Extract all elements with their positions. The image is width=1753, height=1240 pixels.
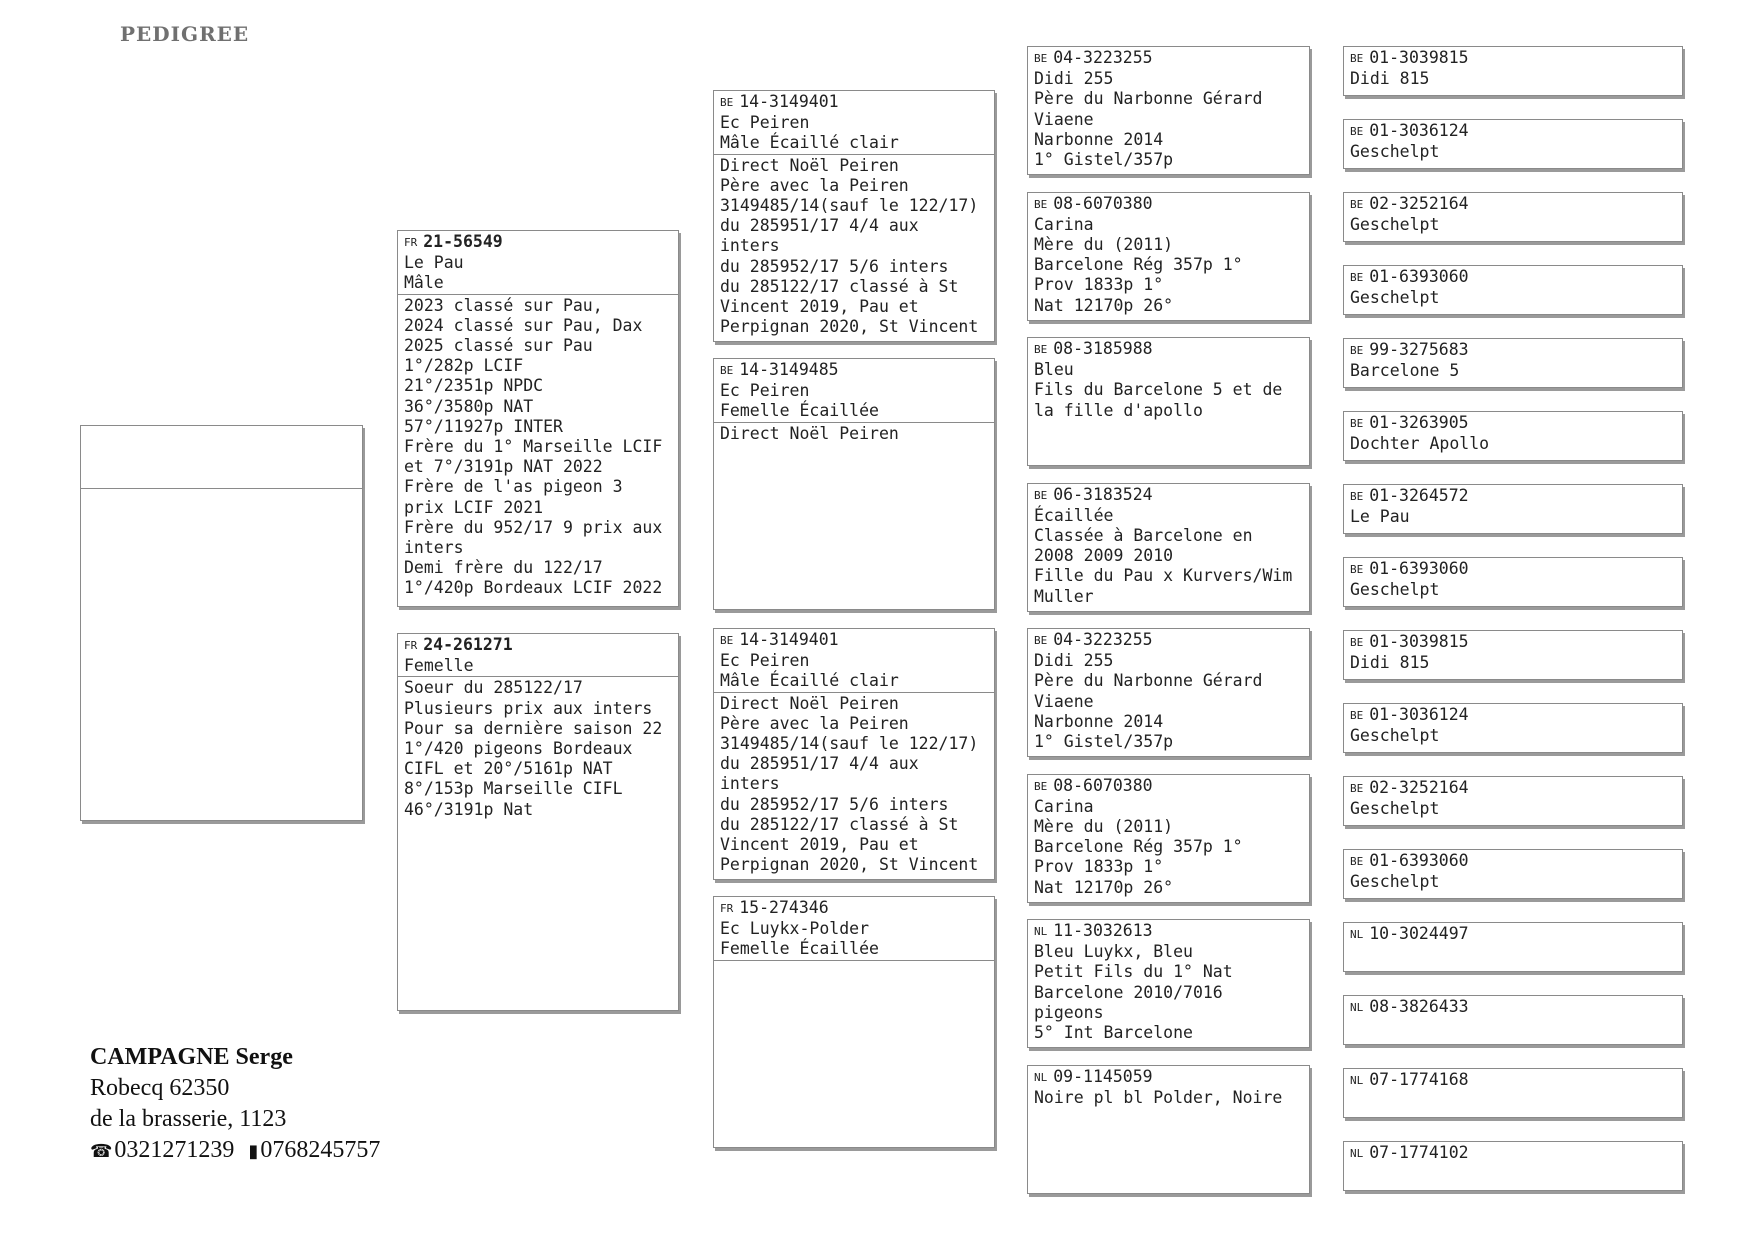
ring-number: 15-274346 xyxy=(739,898,829,917)
ring-line xyxy=(720,360,988,381)
grandparent-box xyxy=(713,358,995,610)
great-grandparent-box xyxy=(1027,919,1310,1048)
pigeon-line: Femelle Écaillée xyxy=(720,401,879,421)
ring-number: 09-1145059 xyxy=(1053,1066,1153,1086)
great-great-grandparent-box xyxy=(1343,411,1683,461)
country-code: BE xyxy=(1034,343,1048,356)
country-code: BE xyxy=(1350,417,1364,430)
country-code: BE xyxy=(1350,563,1364,576)
country-code: BE xyxy=(1034,52,1048,65)
sire-name: Le Pau xyxy=(404,253,464,273)
great-great-grandparent-header xyxy=(1344,412,1682,454)
pigeon-line: Narbonne 2014 xyxy=(1034,129,1164,149)
great-great-grandparent-box xyxy=(1343,630,1683,680)
pigeon-line: Barcelone Rég 357p 1° xyxy=(1034,837,1243,857)
ring-number: 02-3252164 xyxy=(1369,778,1469,797)
pigeon-line: Écaillée xyxy=(1034,505,1114,525)
ring-line xyxy=(1350,559,1676,580)
great-great-grandparent-box xyxy=(1343,46,1683,96)
great-great-grandparent-box xyxy=(1343,265,1683,315)
ring-number: 14-3149401 xyxy=(739,92,839,111)
ring-line xyxy=(1034,1067,1303,1088)
country-code: BE xyxy=(1034,779,1048,793)
great-great-grandparent-box xyxy=(1343,849,1683,899)
pigeon-line: Carina xyxy=(1034,796,1094,816)
ring-line xyxy=(1350,48,1676,69)
pigeon-line: Mâle Écaillé clair xyxy=(720,671,899,691)
great-great-grandparent-box xyxy=(1343,484,1683,534)
country-code: NL xyxy=(1034,925,1048,938)
great-great-grandparent-header xyxy=(1344,47,1682,89)
pigeon-line: Petit Fils du 1° Nat xyxy=(1034,962,1233,982)
pigeon-notes xyxy=(714,960,994,962)
great-great-grandparent-header xyxy=(1344,631,1682,673)
country-code: BE xyxy=(720,634,734,647)
ring-number: 02-3252164 xyxy=(1369,194,1469,213)
ring-number: 06-3183524 xyxy=(1053,484,1153,504)
owner-name: CAMPAGNE Serge xyxy=(90,1044,293,1070)
pigeon-line: Ec Luykx-Polder xyxy=(720,919,870,939)
pigeon-name: Barcelone 5 xyxy=(1350,361,1460,381)
pigeon-name: Geschelpt xyxy=(1350,799,1440,819)
country-code: BE xyxy=(1350,709,1364,722)
ring-number: 01-3039815 xyxy=(1369,48,1469,67)
sire-box xyxy=(397,230,679,607)
owner-street: de la brasserie, 1123 xyxy=(90,1106,287,1132)
ring-number: 01-6393060 xyxy=(1369,267,1469,286)
ring-line xyxy=(1350,851,1676,872)
country-code: BE xyxy=(1350,52,1364,65)
telephone-icon: ☎ xyxy=(90,1141,113,1161)
ring-line xyxy=(1034,48,1303,69)
great-great-grandparent-box xyxy=(1343,1068,1683,1118)
country-code: FR xyxy=(720,902,734,915)
great-great-grandparent-box xyxy=(1343,922,1683,972)
great-grandparent-header xyxy=(1028,47,1309,170)
pigeon-line: Fils du Barcelone 5 et de xyxy=(1034,380,1283,400)
ring-number: 01-6393060 xyxy=(1369,559,1469,578)
dam-notes: Soeur du 285122/17 Plusieurs prix aux inters Pour sa dernière saison 22 1°/420 pigeons Bordeaux CIFL et 20°/5161p NAT 8°/153p Marseille CIFL 46°/3191p Nat xyxy=(398,676,678,819)
ring-number: 08-6070380 xyxy=(1053,775,1153,795)
pigeon-line: Mâle Écaillé clair xyxy=(720,133,899,153)
ring-line xyxy=(1350,413,1676,434)
ring-number: 01-3263905 xyxy=(1369,413,1469,432)
ring-number: 14-3149485 xyxy=(739,360,839,379)
ring-number: 08-6070380 xyxy=(1053,193,1153,213)
great-grandparent-header xyxy=(1028,484,1309,607)
ring-number: 10-3024497 xyxy=(1369,924,1469,943)
country-code: BE xyxy=(1350,344,1364,357)
pigeon-line: Bleu Luykx, Bleu xyxy=(1034,942,1193,962)
pigeon-notes: Direct Noël Peiren Père avec la Peiren 3149485/14(sauf le 122/17) du 285951/17 4/4 aux inters du 285952/17 5/6 inters du 285122/17 classé à St Vincent 2019, Pau et Perpignan 2020, St Vincent xyxy=(714,692,994,876)
country-code: BE xyxy=(1350,198,1364,211)
pigeon-line: 1° Gistel/357p xyxy=(1034,732,1174,752)
subject-pigeon-box xyxy=(80,425,363,821)
sire-sex: Mâle xyxy=(404,273,444,293)
ring-line xyxy=(1350,1070,1676,1091)
pigeon-name: Dochter Apollo xyxy=(1350,434,1490,454)
pigeon-line: Père du Narbonne Gérard xyxy=(1034,89,1263,109)
country-code: BE xyxy=(1350,125,1364,138)
ring-line xyxy=(720,898,988,919)
ring-line xyxy=(1350,340,1676,361)
mobile-phone-icon: ▮ xyxy=(248,1141,259,1161)
owner-info xyxy=(90,1042,380,1167)
grandparent-box xyxy=(713,896,995,1148)
pigeon-line: 5° Int Barcelone xyxy=(1034,1023,1193,1043)
country-code: NL xyxy=(1350,1147,1364,1160)
ring-line xyxy=(720,92,988,113)
grandparent-header xyxy=(714,629,994,692)
country-code: BE xyxy=(720,96,734,109)
great-great-grandparent-box xyxy=(1343,1141,1683,1191)
pigeon-name: Le Pau xyxy=(1350,507,1410,527)
pigeon-line: Bleu xyxy=(1034,360,1074,380)
sire-notes: 2023 classé sur Pau, 2024 classé sur Pau, Dax 2025 classé sur Pau 1°/282p LCIF 21°/2351p NPDC 36°/3580p NAT 57°/11927p INTER Frère du 1° Marseille LCIF et 7°/3191p NAT 2022 Frère de l'as pigeon 3 prix LCIF 2021 Frère du 952/17 9 prix aux inters Demi frère du 122/17 1°/420p Bordeaux LCIF 2022 xyxy=(398,294,678,599)
pigeon-line: Nat 12170p 26° xyxy=(1034,295,1174,315)
country-code: NL xyxy=(1350,1001,1364,1014)
grandparent-header xyxy=(714,359,994,422)
pigeon-notes: Direct Noël Peiren Père avec la Peiren 3149485/14(sauf le 122/17) du 285951/17 4/4 aux inters du 285952/17 5/6 inters du 285122/17 classé à St Vincent 2019, Pau et Perpignan 2020, St Vincent xyxy=(714,154,994,338)
grandparent-box xyxy=(713,628,995,880)
country-code: NL xyxy=(1350,928,1364,941)
ring-line xyxy=(1350,705,1676,726)
ring-number: 08-3185988 xyxy=(1053,339,1153,358)
great-great-grandparent-box xyxy=(1343,119,1683,169)
great-great-grandparent-header xyxy=(1344,850,1682,892)
pigeon-name: Geschelpt xyxy=(1350,580,1440,600)
pigeon-notes: Direct Noël Peiren xyxy=(714,422,994,444)
pigeon-name: Geschelpt xyxy=(1350,726,1440,746)
ring-number: 07-1774168 xyxy=(1369,1070,1469,1089)
pigeon-line: Barcelone Rég 357p 1° xyxy=(1034,255,1243,275)
pigeon-name: Didi 815 xyxy=(1350,69,1430,89)
pigeon-line: 1° Gistel/357p xyxy=(1034,150,1174,170)
ring-line xyxy=(720,630,988,651)
owner-phones xyxy=(90,1135,380,1167)
pigeon-line: Muller xyxy=(1034,586,1094,606)
great-grandparent-box xyxy=(1027,628,1310,757)
great-great-grandparent-header xyxy=(1344,485,1682,527)
grandparent-box xyxy=(713,90,995,342)
country-code: BE xyxy=(1350,782,1364,795)
ring-number: 99-3275683 xyxy=(1369,340,1469,359)
ring-line xyxy=(1350,778,1676,799)
ring-line xyxy=(1350,924,1676,945)
pigeon-line: Viaene xyxy=(1034,691,1094,711)
dam-country: FR xyxy=(404,639,418,652)
great-great-grandparent-box xyxy=(1343,776,1683,826)
great-grandparent-box xyxy=(1027,337,1310,466)
pigeon-line: Ec Peiren xyxy=(720,113,810,133)
pigeon-name: Geschelpt xyxy=(1350,872,1440,892)
pigeon-line: Viaene xyxy=(1034,109,1094,129)
great-grandparent-box xyxy=(1027,774,1310,903)
country-code: BE xyxy=(1034,197,1048,211)
page-title: PEDIGREE xyxy=(120,22,250,46)
ring-number: 01-3036124 xyxy=(1369,121,1469,140)
pigeon-line: Didi 255 xyxy=(1034,69,1114,89)
ring-number: 01-6393060 xyxy=(1369,851,1469,870)
pigeon-line: Carina xyxy=(1034,214,1094,234)
pigeon-line: Père du Narbonne Gérard xyxy=(1034,671,1263,691)
great-grandparent-box xyxy=(1027,1065,1310,1194)
country-code: BE xyxy=(720,364,734,377)
great-grandparent-box xyxy=(1027,192,1310,321)
ring-number: 01-3036124 xyxy=(1369,705,1469,724)
pigeon-line: Noire pl bl Polder, Noire xyxy=(1034,1087,1283,1107)
country-code: BE xyxy=(1350,271,1364,284)
ring-line xyxy=(1350,121,1676,142)
great-great-grandparent-header xyxy=(1344,193,1682,235)
great-grandparent-header xyxy=(1028,920,1309,1043)
ring-number: 07-1774102 xyxy=(1369,1143,1469,1162)
great-great-grandparent-box xyxy=(1343,557,1683,607)
pigeon-line: Mère du (2011) xyxy=(1034,816,1174,836)
owner-mobile: 0768245757 xyxy=(260,1137,381,1163)
great-great-grandparent-header xyxy=(1344,558,1682,600)
great-great-grandparent-header xyxy=(1344,777,1682,819)
country-code: NL xyxy=(1034,1070,1048,1084)
great-great-grandparent-header xyxy=(1344,120,1682,162)
dam-header xyxy=(398,634,678,676)
ring-line xyxy=(1034,776,1303,797)
great-great-grandparent-header xyxy=(1344,704,1682,746)
great-great-grandparent-header xyxy=(1344,339,1682,381)
ring-line xyxy=(1034,194,1303,215)
great-great-grandparent-header xyxy=(1344,923,1682,945)
country-code: BE xyxy=(1034,634,1048,647)
pigeon-line: Classée à Barcelone en xyxy=(1034,525,1253,545)
great-great-grandparent-header xyxy=(1344,996,1682,1018)
ring-line xyxy=(1350,1143,1676,1164)
great-grandparent-box xyxy=(1027,483,1310,612)
pigeon-line: Prov 1833p 1° xyxy=(1034,857,1164,877)
ring-line xyxy=(1350,194,1676,215)
dam-box xyxy=(397,633,679,1011)
great-great-grandparent-header xyxy=(1344,1142,1682,1164)
country-code: BE xyxy=(1350,636,1364,649)
pigeon-line: Femelle Écaillée xyxy=(720,939,879,959)
ring-line xyxy=(1034,921,1303,942)
ring-number: 04-3223255 xyxy=(1053,48,1153,67)
great-great-grandparent-box xyxy=(1343,703,1683,753)
pigeon-line: Nat 12170p 26° xyxy=(1034,877,1174,897)
ring-number: 11-3032613 xyxy=(1053,921,1153,940)
pigeon-line: Ec Peiren xyxy=(720,651,810,671)
subject-divider xyxy=(81,488,362,489)
country-code: BE xyxy=(1350,855,1364,868)
dam-ring: 24-261271 xyxy=(423,635,513,654)
pigeon-line: 2008 2009 2010 xyxy=(1034,546,1174,566)
ring-line xyxy=(1350,997,1676,1018)
owner-city: Robecq 62350 xyxy=(90,1075,230,1101)
pigeon-line: Didi 255 xyxy=(1034,651,1114,671)
pigeon-name: Geschelpt xyxy=(1350,142,1440,162)
country-code: NL xyxy=(1350,1074,1364,1087)
ring-line xyxy=(1350,486,1676,507)
pigeon-line: Prov 1833p 1° xyxy=(1034,275,1164,295)
grandparent-header xyxy=(714,91,994,154)
great-grandparent-header xyxy=(1028,1066,1309,1108)
great-great-grandparent-box xyxy=(1343,995,1683,1045)
sire-country: FR xyxy=(404,236,418,249)
pigeon-line: Mère du (2011) xyxy=(1034,234,1174,254)
pigeon-line: Narbonne 2014 xyxy=(1034,711,1164,731)
ring-number: 08-3826433 xyxy=(1369,997,1469,1016)
ring-number: 04-3223255 xyxy=(1053,630,1153,649)
great-grandparent-header xyxy=(1028,775,1309,898)
pigeon-line: Barcelone 2010/7016 xyxy=(1034,982,1223,1002)
ring-number: 01-3264572 xyxy=(1369,486,1469,505)
pigeon-line: la fille d'apollo xyxy=(1034,400,1203,420)
sire-ring: 21-56549 xyxy=(423,232,503,251)
country-code: BE xyxy=(1034,488,1048,502)
grandparent-header xyxy=(714,897,994,960)
pigeon-name: Didi 815 xyxy=(1350,653,1430,673)
great-grandparent-header xyxy=(1028,338,1309,421)
owner-phone: 0321271239 xyxy=(114,1137,235,1163)
pigeon-line: Ec Peiren xyxy=(720,381,810,401)
great-grandparent-header xyxy=(1028,629,1309,752)
great-great-grandparent-box xyxy=(1343,192,1683,242)
pigeon-name: Geschelpt xyxy=(1350,288,1440,308)
great-grandparent-box xyxy=(1027,46,1310,175)
great-great-grandparent-header xyxy=(1344,1069,1682,1091)
pigeon-line: Fille du Pau x Kurvers/Wim xyxy=(1034,566,1293,586)
ring-number: 14-3149401 xyxy=(739,630,839,649)
ring-line xyxy=(1034,630,1303,651)
pigeon-line: pigeons xyxy=(1034,1002,1104,1022)
pigeon-name: Geschelpt xyxy=(1350,215,1440,235)
ring-line xyxy=(1034,339,1303,360)
ring-line xyxy=(1034,485,1303,506)
sire-header xyxy=(398,231,678,294)
great-great-grandparent-box xyxy=(1343,338,1683,388)
ring-line xyxy=(1350,267,1676,288)
ring-number: 01-3039815 xyxy=(1369,632,1469,651)
great-great-grandparent-header xyxy=(1344,266,1682,308)
dam-sex: Femelle xyxy=(404,656,474,676)
country-code: BE xyxy=(1350,490,1364,503)
great-grandparent-header xyxy=(1028,193,1309,316)
ring-line xyxy=(1350,632,1676,653)
